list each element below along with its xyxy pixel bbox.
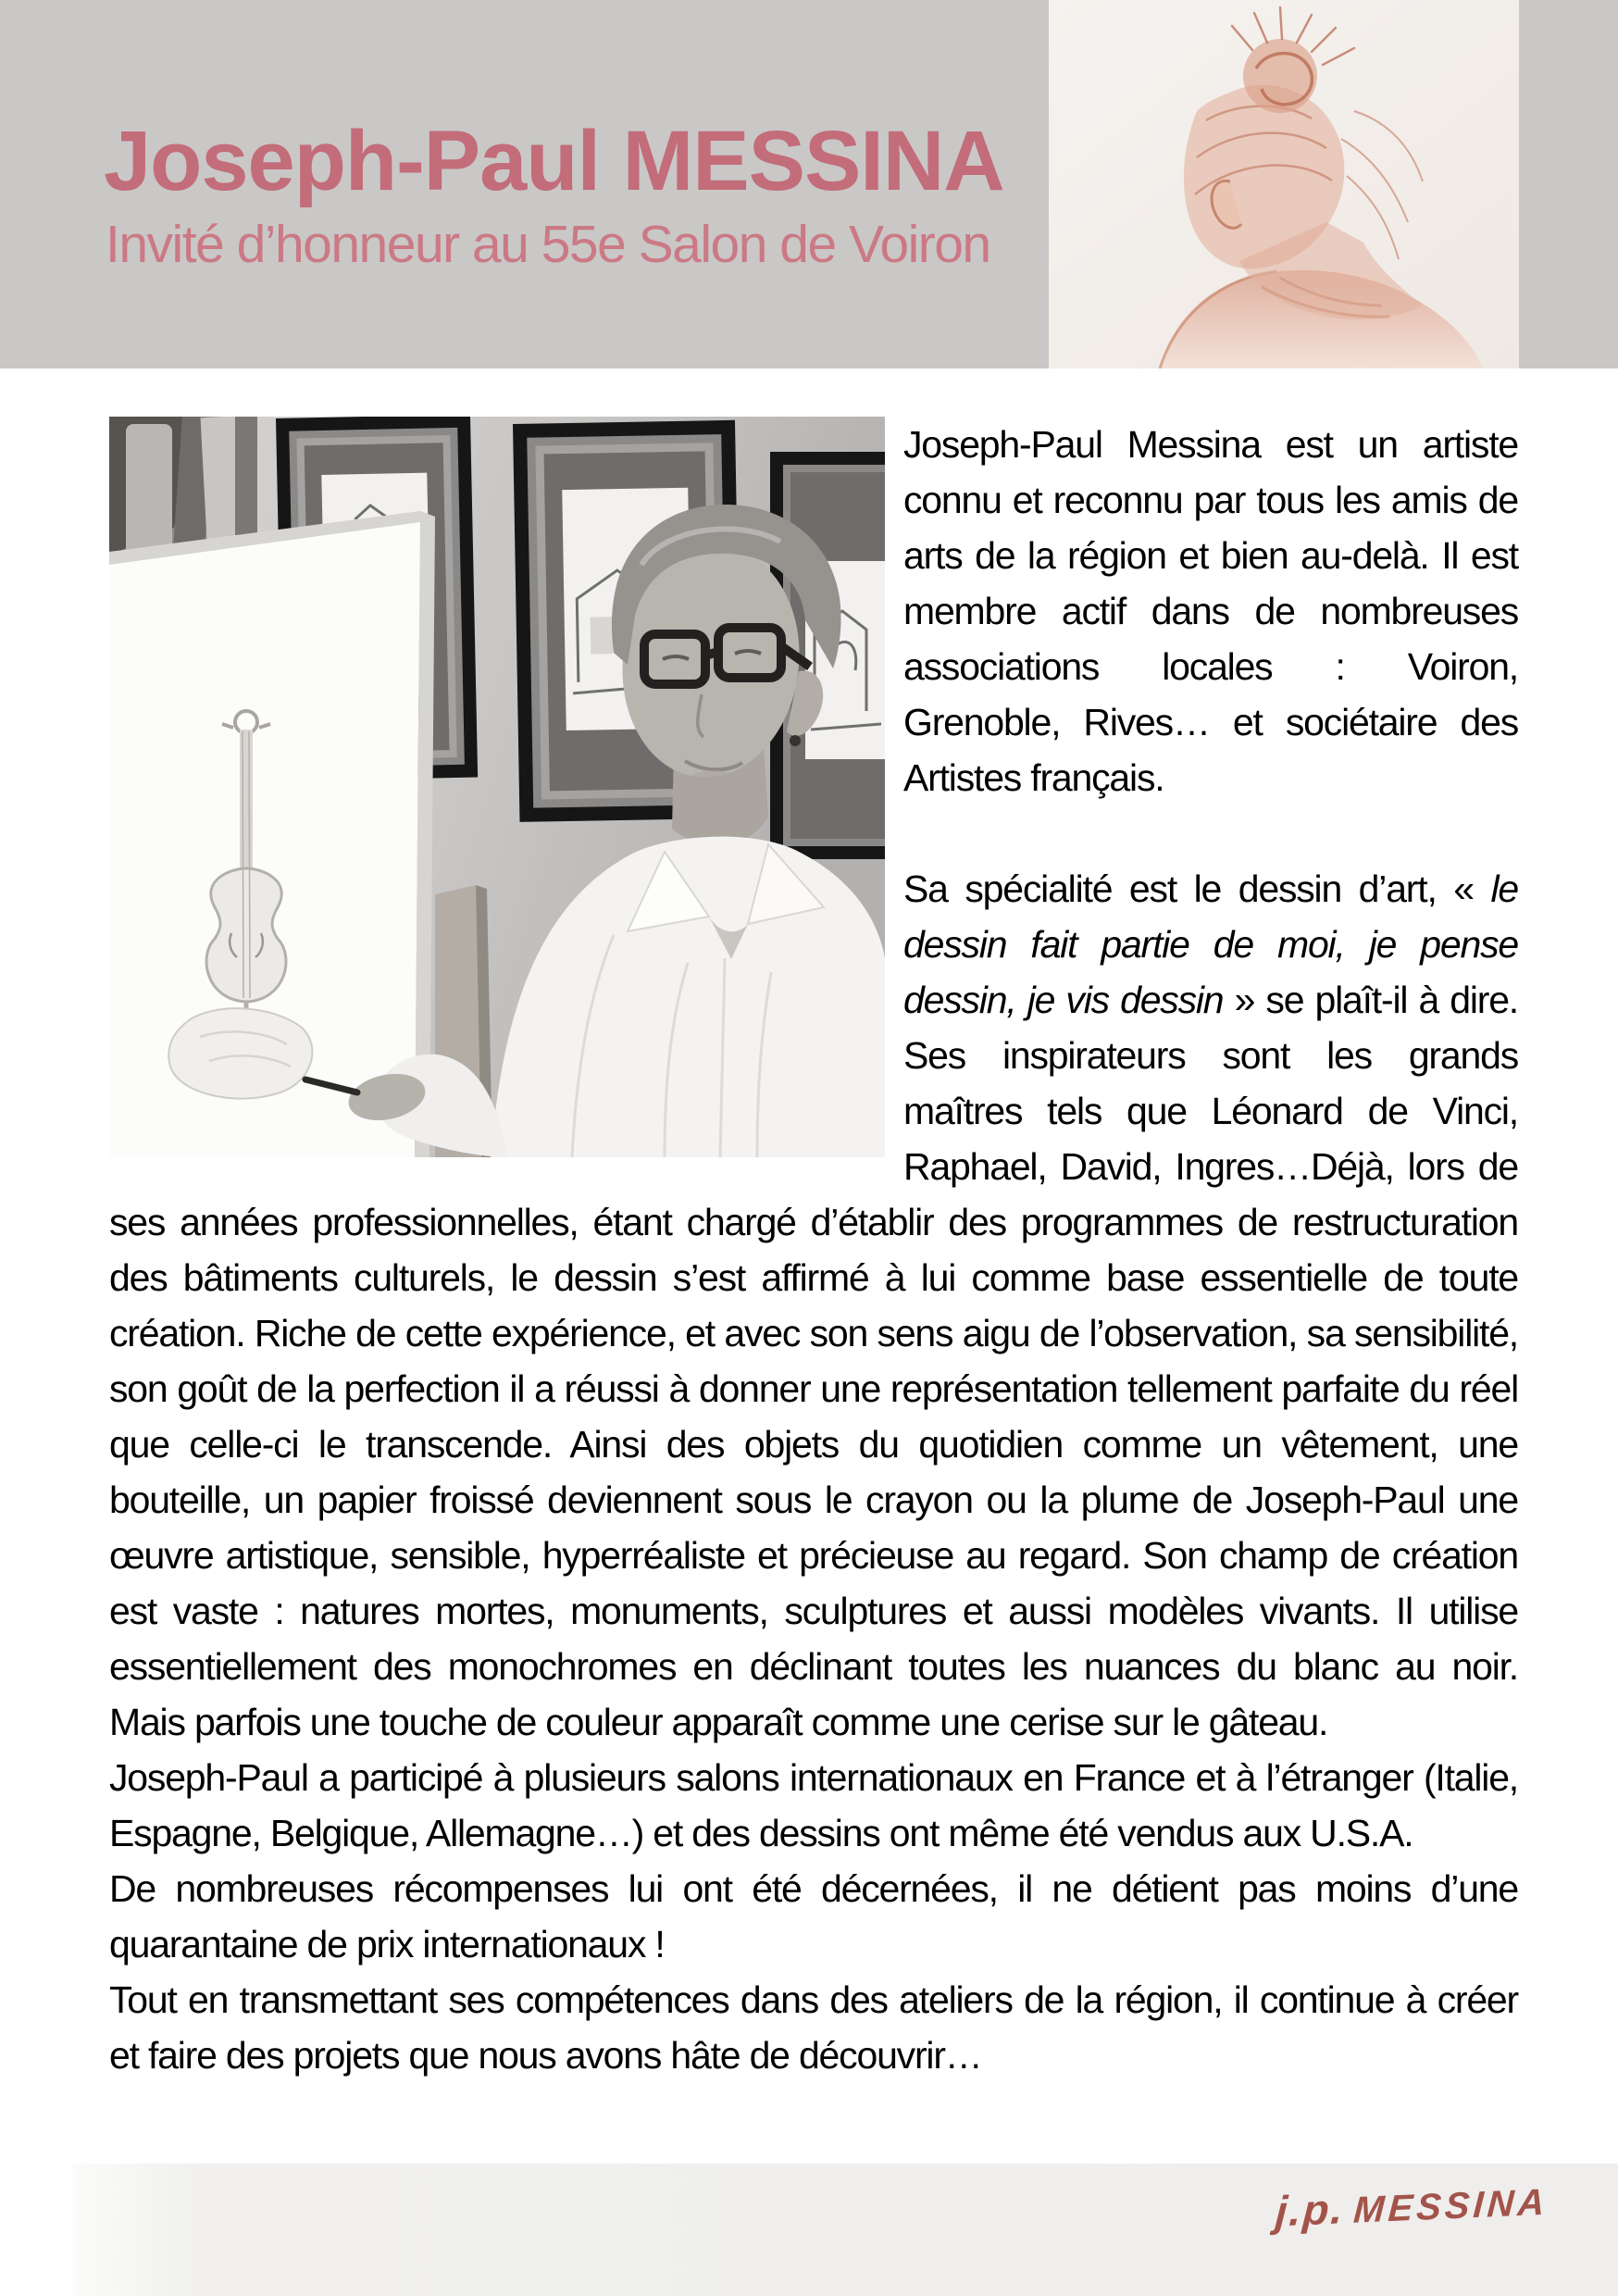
body-paragraph-1: Joseph-Paul Messina est un artiste connu et reconnu par tous les amis de arts de la région et bien au-delà. Il est membre actif dans de nombreuses associations locales : Voiron, Grenoble, Rives… et sociétaire des Artistes français.: [903, 423, 1518, 799]
paragraph-2-tail: » se plaît-il à dire. Ses inspirateurs sont les grands maîtres tels que Léonard de Vinci, Raphael, David, Ingres…Déjà, lors de ses années professionnelles, étant chargé d’établir des programmes de restructuration des bâtiments culturels, le dessin s’est affirmé à lui comme base essentielle de toute création. Riche de cette expérience, et avec son sens aigu de l’observation, sa sensibilité, son goût de la perfection il a réussi à donner une représentation tellement parfaite du réel que celle-ci le transcende. Ainsi des objets du quotidien comme un vêtement, une bouteille, un papier froissé deviennent sous le crayon ou la plume de Joseph-Paul une œuvre artistique, sensible, hyperréaliste et précieuse au regard. Son champ de création est vaste : natures mortes, monuments, sculptures et aussi modèles vivants. Il utilise essentiellement des monochromes en déclinant toutes les nuances du blanc au noir. Mais parfois une touche de couleur apparaît comme une cerise sur le gâteau.: [109, 979, 1518, 1743]
sanguine-drawing: [1049, 0, 1519, 368]
bottom-band: [72, 2164, 1618, 2296]
paragraph-2-lead: Sa spécialité est le dessin d’art, «: [903, 867, 1491, 910]
signature-initials: j.p.: [1274, 2184, 1347, 2236]
page-title: Joseph-Paul MESSINA: [104, 114, 1004, 208]
title-block: [104, 114, 1004, 274]
earring: [790, 735, 801, 746]
body-paragraph-3: Joseph-Paul a participé à plusieurs salons internationaux en France et à l’étranger (Italie, Espagne, Belgique, Allemagne…) et des dessins ont même été vendus aux U.S.A.: [109, 1756, 1518, 1854]
sanguine-drawing-svg: [1049, 0, 1519, 368]
signature-name: MESSINA: [1351, 2181, 1550, 2231]
body-paragraph-5: Tout en transmettant ses compétences dans des ateliers de la région, il continue à créer et faire des projets que nous avons hâte de découvrir…: [109, 1978, 1518, 2077]
hair-bun: [1243, 39, 1317, 113]
page-subtitle: Invité d’honneur au 55e Salon de Voiron: [106, 215, 990, 274]
cloth-sketch: [168, 1008, 312, 1098]
body-paragraph-4: De nombreuses récompenses lui ont été décernées, il ne détient pas moins d’une quarantaine de prix internationaux !: [109, 1867, 1518, 1965]
artist-photo: [109, 417, 885, 1157]
header-band: [0, 0, 1618, 368]
artist-photo-svg: [109, 417, 885, 1157]
article: [109, 417, 1518, 2083]
italic-quote: le dessin fait partie de moi, je pense dessin, je vis dessin: [903, 867, 1518, 1021]
artist-signature: [1274, 2174, 1550, 2236]
